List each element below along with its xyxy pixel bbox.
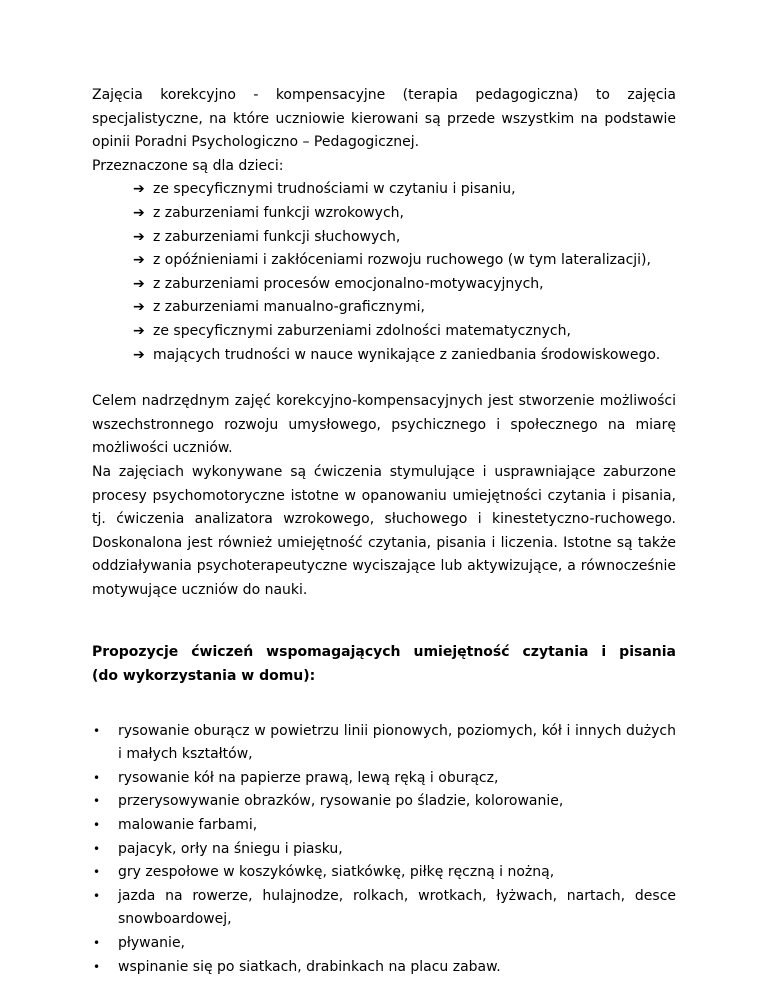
bullet-icon: • [93, 959, 101, 974]
spacer [92, 367, 676, 390]
bullet-icon: • [93, 841, 101, 856]
list-item: ➔ ze specyficznymi trudnościami w czytaniu i pisaniu, [137, 178, 676, 202]
goal-paragraph: Celem nadrzędnym zajęć korekcyjno-kompensacyjnych jest stworzenie możliwości wszechstronnego rozwoju umysłowego, psychicznego i społecznego na miarę możliwości uczniów. [92, 393, 676, 457]
proposals-heading: Propozycje ćwiczeń wspomagających umiejętność czytania i pisania [92, 644, 676, 661]
proposals-subheading: (do wykorzystania w domu): [92, 668, 316, 685]
list-item: ➔ mających trudności w nauce wynikające z zaniedbania środowiskowego. [137, 344, 676, 368]
list-item: ➔ z zaburzeniami manualno-graficznymi, [137, 296, 676, 320]
arrow-right-icon: ➔ [133, 228, 145, 245]
spacer [92, 602, 676, 641]
list-item: ➔ z zaburzeniami funkcji wzrokowych, [137, 202, 676, 226]
arrow-right-icon: ➔ [133, 322, 145, 339]
list-item: • rysowanie kół na papierze prawą, lewą ręką i oburącz, [118, 767, 676, 791]
bullet-icon: • [93, 794, 101, 809]
list-item: • jazda na rowerze, hulajnodze, rolkach, wrotkach, łyżwach, nartach, desce snowboardowej, [118, 885, 676, 932]
list-item: • malowanie farbami, [118, 814, 676, 838]
list-item: ➔ z opóźnieniami i zakłóceniami rozwoju ruchowego (w tym lateralizacji), [137, 249, 676, 273]
arrow-right-icon: ➔ [133, 204, 145, 221]
bullet-icon: • [93, 865, 101, 880]
exercises-paragraph: Na zajęciach wykonywane są ćwiczenia stymulujące i usprawniające zaburzone procesy psychomotoryczne istotne w opanowaniu umiejętności czytania i pisania, tj. ćwiczenia analizatora wzrokowego, słuchowego i kinestetyczno-ruchowego. Doskonalona jest również umiejętność czytania, pisania i liczenia. Istotne są także oddziaływania psychoterapeutyczne wyciszające lub aktywizujące, a równocześnie motywujące uczniów do nauki. [92, 463, 676, 598]
target-groups-list [92, 178, 676, 367]
bullet-icon: • [93, 936, 101, 950]
list-item: • przerysowywanie obrazków, rysowanie po śladzie, kolorowanie, [118, 790, 676, 814]
arrow-right-icon: ➔ [133, 346, 145, 363]
bullet-icon: • [93, 723, 101, 738]
bullet-icon: • [93, 888, 101, 903]
list-item: • wspinanie się po siatkach, drabinkach na placu zabaw. [118, 956, 676, 980]
list-item: • gry zespołowe w koszykówkę, siatkówkę, piłkę ręczną i nożną, [118, 861, 676, 885]
arrow-right-icon: ➔ [133, 299, 145, 316]
arrow-right-icon: ➔ [133, 252, 145, 269]
arrow-right-icon: ➔ [133, 181, 145, 198]
intro-lead: Przeznaczone są dla dzieci: [92, 157, 284, 174]
list-item: • rysowanie oburącz w powietrzu linii pionowych, poziomych, kół i innych dużych i małych kształtów, [118, 720, 676, 767]
bullet-icon: • [93, 818, 101, 833]
intro-paragraph: Zajęcia korekcyjno - kompensacyjne (terapia pedagogiczna) to zajęcia specjalistyczne, na które uczniowie kierowani są przede wszystkim na podstawie opinii Poradni Psychologiczno – Pedagogicznej. [92, 87, 676, 151]
list-item: ➔ z zaburzeniami funkcji słuchowych, [137, 226, 676, 250]
bullet-icon: • [93, 770, 101, 785]
arrow-right-icon: ➔ [133, 275, 145, 292]
list-item: ➔ z zaburzeniami procesów emocjonalno-motywacyjnych, [137, 273, 676, 297]
list-item: ➔ ze specyficznymi zaburzeniami zdolności matematycznych, [137, 320, 676, 344]
exercises-list [92, 720, 676, 980]
spacer [92, 689, 676, 720]
list-item: • pajacyk, orły na śniegu i piasku, [118, 838, 676, 862]
list-item: • pływanie, [118, 932, 676, 956]
